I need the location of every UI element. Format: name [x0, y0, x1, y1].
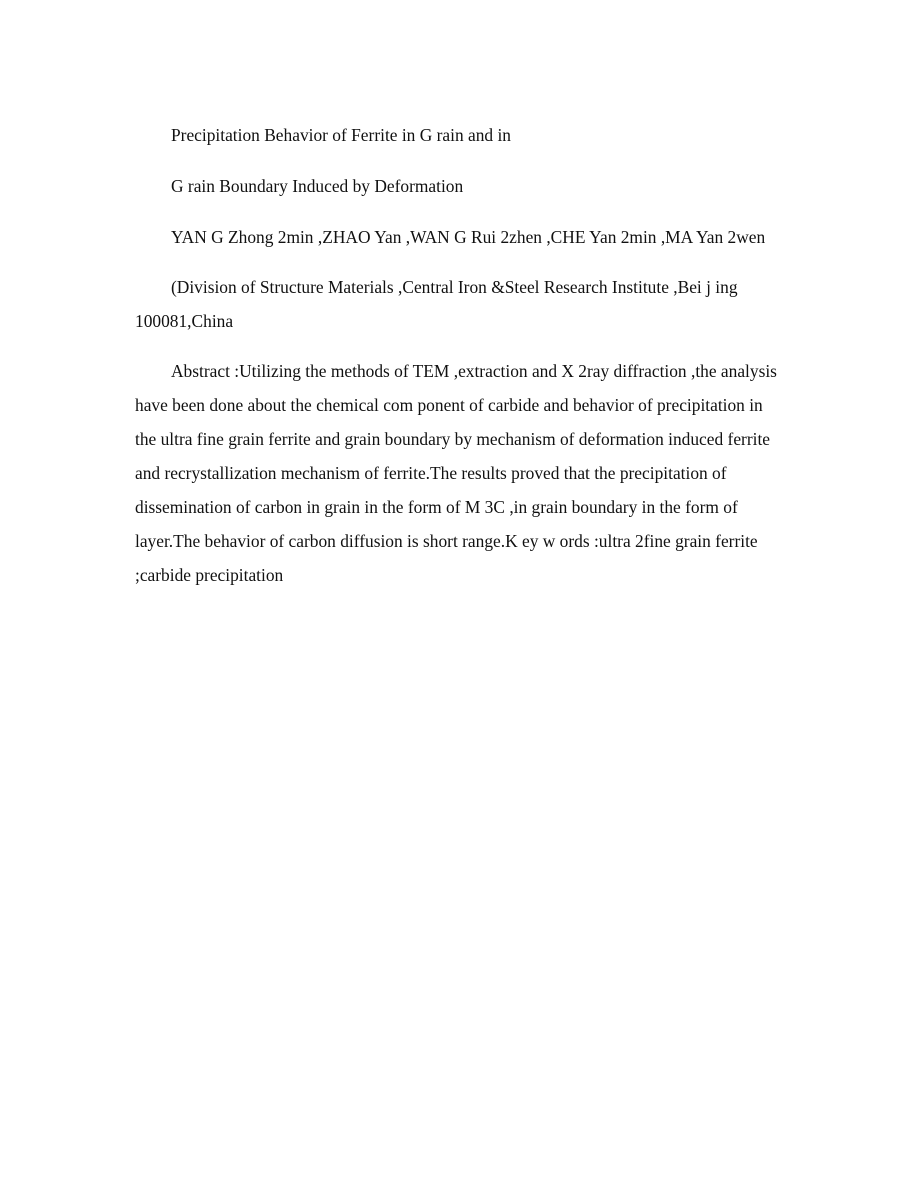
document-body — [135, 118, 785, 610]
affiliation: (Division of Structure Materials ,Central Iron &Steel Research Institute ,Bei j ing 100081,China — [135, 277, 738, 331]
title-line-1: Precipitation Behavior of Ferrite in G rain and in — [171, 125, 511, 145]
title-line-2: G rain Boundary Induced by Deformation — [171, 176, 464, 196]
abstract: Abstract :Utilizing the methods of TEM ,extraction and X 2ray diffraction ,the analysis have been done about the chemical com ponent of carbide and behavior of precipitation in the ultra fine grain ferrite and grain boundary by mechanism of deformation induced ferrite and recrystallization mechanism of ferrite.The results proved that the precipitation of dissemination of carbon in grain in the form of M 3C ,in grain boundary in the form of layer.The behavior of carbon diffusion is short range.K ey w ords :ultra 2fine grain ferrite ;carbide precipitation — [135, 361, 777, 585]
authors: YAN G Zhong 2min ,ZHAO Yan ,WAN G Rui 2zhen ,CHE Yan 2min ,MA Yan 2wen — [171, 227, 766, 247]
